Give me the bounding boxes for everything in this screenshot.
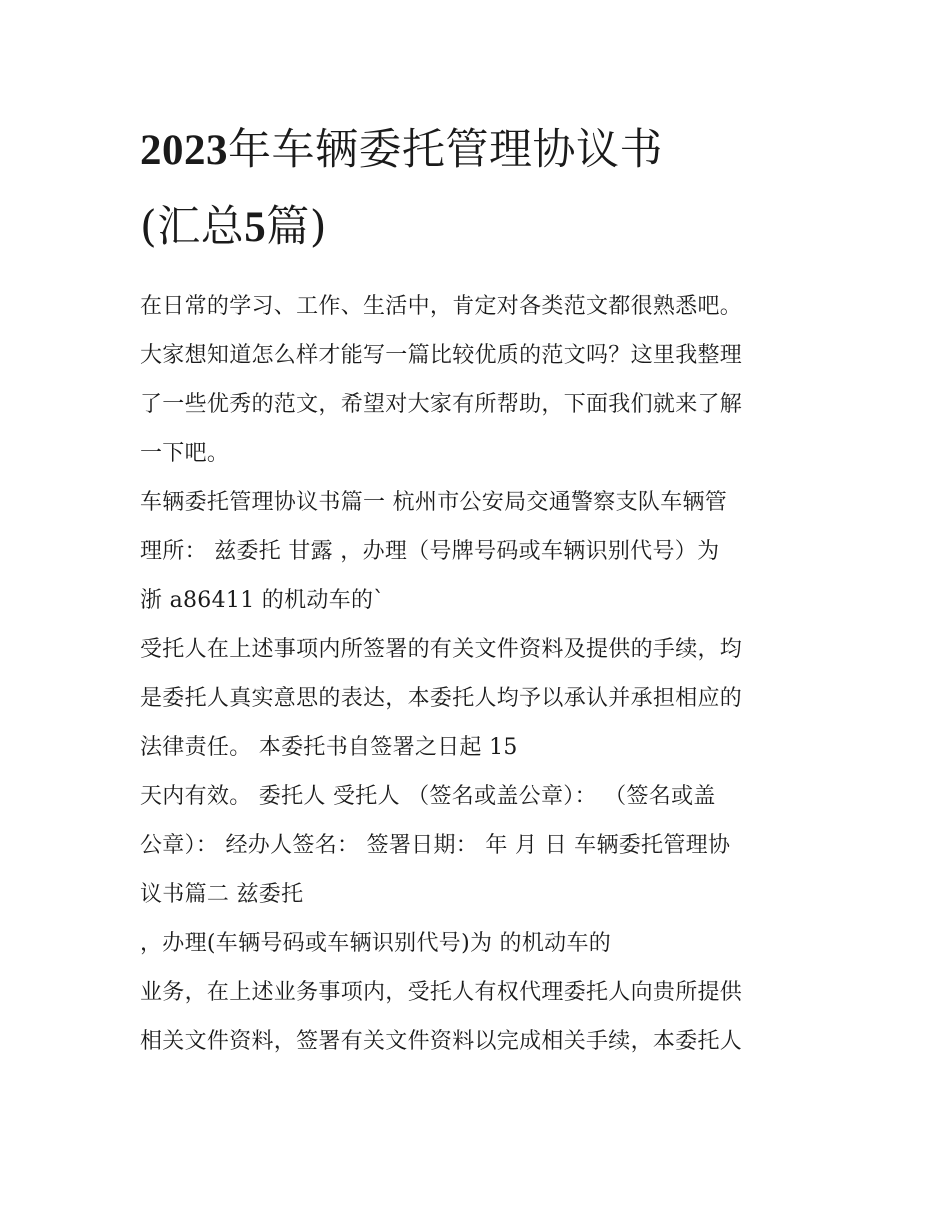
paragraph-intro (140, 282, 820, 478)
paragraph-line: 相关文件资料，签署有关文件资料以完成相关手续，本委托人 (140, 1029, 743, 1054)
paragraph-line: 议书篇二 兹委托 (140, 882, 304, 907)
title-line-2 (140, 189, 820, 266)
paragraph-line: 天内有效。 委托人 受托人 （签名或盖公章）： （签名或盖 (140, 784, 716, 809)
title-suffix: 篇) (266, 202, 328, 252)
paragraph-line: 公章）： 经办人签名： 签署日期： 年 月 日 车辆委托管理协 (140, 833, 731, 858)
paragraph-line: 车辆委托管理协议书篇一 杭州市公安局交通警察支队车辆管 (140, 490, 728, 515)
paragraph-signatures (140, 772, 820, 919)
document-content (140, 112, 820, 1066)
paragraph-line: 一下吧。 (140, 441, 230, 466)
paragraph-agreement-one (140, 478, 820, 625)
paragraph-vehicle (140, 919, 820, 968)
paragraph-line: 理所： 兹委托 甘露 ，办理（号牌号码或车辆识别代号）为 (140, 539, 720, 564)
paragraph-line: 是委托人真实意思的表达，本委托人均予以承认并承担相应的 (140, 686, 743, 711)
paragraph-line: 业务，在上述业务事项内，受托人有权代理委托人向贵所提供 (140, 980, 743, 1005)
paragraph-line: 受托人在上述事项内所签署的有关文件资料及提供的手续，均 (140, 637, 743, 662)
paragraph-line: 了一些优秀的范文，希望对大家有所帮助，下面我们就来了解 (140, 392, 743, 417)
title-text: 年车辆委托管理协议书 (228, 125, 663, 175)
title-year: 2023 (140, 127, 228, 174)
paragraph-line: 大家想知道怎么样才能写一篇比较优质的范文吗？这里我整理 (140, 343, 743, 368)
paragraph-line: 在日常的学习、工作、生活中，肯定对各类范文都很熟悉吧。 (140, 294, 743, 319)
paragraph-responsibility (140, 625, 820, 772)
paragraph-business (140, 968, 820, 1066)
paragraph-line: 法律责任。 本委托书自签署之日起 15 (140, 735, 518, 760)
title-line-1 (140, 112, 820, 189)
document-title (140, 112, 820, 266)
title-prefix: (汇总 (140, 202, 245, 252)
paragraph-line: 浙 a86411 的机动车的` (140, 588, 385, 613)
title-count: 5 (244, 204, 267, 251)
paragraph-line: ，办理(车辆号码或车辆识别代号)为 的机动车的 (140, 931, 612, 956)
